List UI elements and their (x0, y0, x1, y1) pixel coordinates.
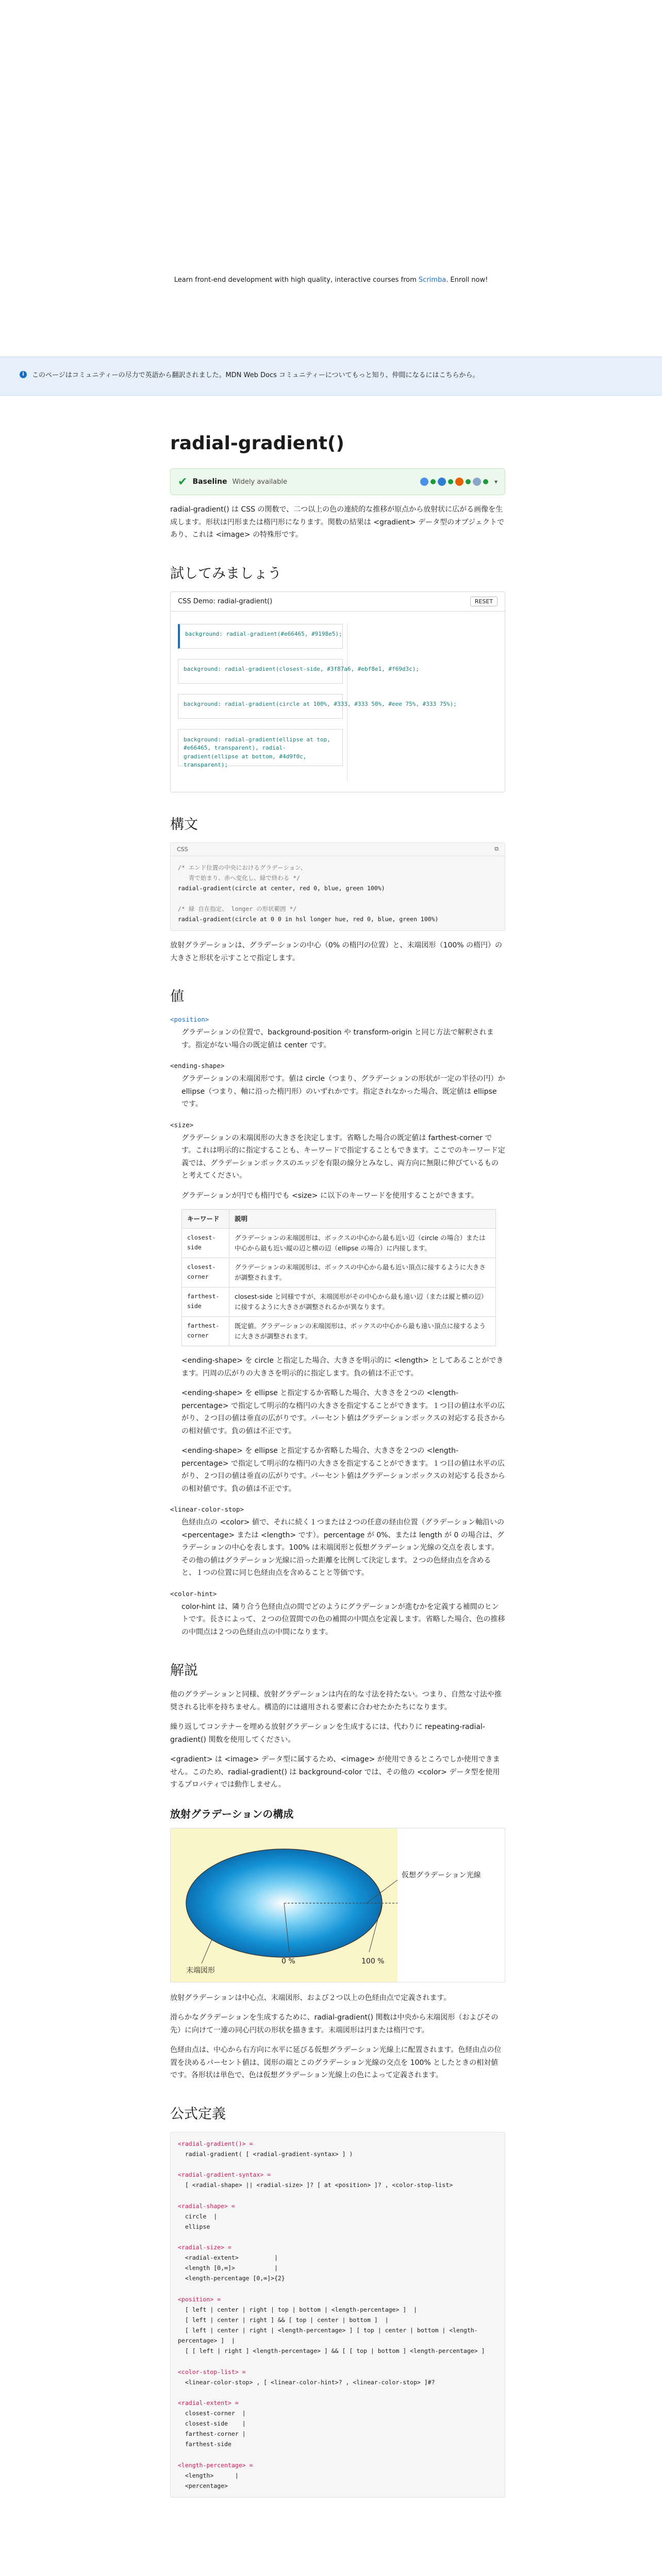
reset-button[interactable]: RESET (470, 597, 498, 606)
heading-syntax: 構文 (170, 816, 198, 833)
demo-choice[interactable]: background: radial-gradient(closest-side, #3f87a6, #ebf8e1, #f69d3c); (178, 659, 343, 684)
table-cell: closest-side (182, 1229, 229, 1258)
formal-syntax-line: closest-side | (178, 2420, 246, 2428)
description-paragraph: <gradient> は <image> データ型に属するため、<image> が使用できるところでしか使用できません。このため、radial-gradient() は background-color では、その他の <color> データ型を使用するプロパティでは動作しません。 (170, 1755, 500, 1789)
formal-syntax-line: <radial-size> = (178, 2244, 231, 2251)
formal-syntax-line: farthest-corner | (178, 2430, 246, 2438)
table-row (182, 1258, 496, 1287)
info-icon: i (20, 371, 27, 378)
code-line: radial-gradient(circle at 0 0 in hsl longer hue, red 0, blue, green 100%) (178, 916, 439, 923)
size-note: <ending-shape> を circle と指定した場合、大きさを明示的に <length> としてあることができます。円周の広がりの大きさを明示的に指定します。負の値は不正です。 (181, 1357, 504, 1378)
formal-syntax-line: <length-percentage [0,∞]>{2} (178, 2275, 285, 2282)
demo-choice[interactable]: background: radial-gradient(circle at 100%, #333, #333 50%, #eee 75%, #333 75%); (178, 694, 343, 719)
promo-link[interactable]: Scrimba (418, 276, 446, 284)
description-paragraph: 他のグラデーションと同様、放射グラデーションは内在的な寸法を持たない。つまり、自然な寸法や推奨される比率を持ちません。構造的には適用される要素に合わせたかたちになります。 (170, 1690, 502, 1711)
browser-icons (420, 478, 498, 486)
main-content (170, 433, 505, 2506)
heading-description: 解説 (170, 1663, 198, 1679)
table-row (182, 1287, 496, 1317)
baseline-subtitle: Widely available (232, 478, 287, 486)
chrome-check-icon (431, 479, 436, 484)
syntax-description: 放射グラデーションは、グラデーションの中心（0% の楕円の位置）と、末端図形（100% の楕円）の大きさと形状を示すことで指定します。 (170, 941, 503, 962)
chrome-icon (420, 478, 428, 486)
page-title: radial-gradient() (170, 433, 344, 454)
formal-syntax-line: <radial-extent> = (178, 2399, 239, 2406)
copy-icon[interactable]: ⧉ (494, 845, 499, 852)
code-line: radial-gradient(circle at center, red 0, blue, green 100%) (178, 884, 385, 892)
formal-syntax-line: <radial-shape> = (178, 2202, 235, 2210)
heading-try: 試してみましょう (170, 565, 282, 582)
formal-syntax-line: <color-stop-list> = (178, 2368, 246, 2376)
table-cell: 既定値。グラデーションの末端図形は、ボックスの中心から最も遠い頂点に接するように大きさが調整されます。 (229, 1317, 496, 1346)
formal-syntax-line: [ <radial-shape> || <radial-size> ]? [ at <position> ]? , <color-stop-list> (178, 2181, 453, 2189)
description-paragraph: 繰り返してコンテナーを埋める放射グラデーションを生成するには、代わりに repeating-radial-gradient() 関数を使用してください。 (170, 1723, 485, 1744)
code-comment: /* 緑 自在指定、 longer の形状範囲 */ (178, 905, 297, 912)
value-term-link[interactable]: <position> (170, 1015, 209, 1024)
promo-text: Learn front-end development with high quality, interactive courses from (174, 276, 417, 284)
table-cell: closest-corner (182, 1258, 229, 1287)
zero-label: 0 % (282, 1957, 295, 1965)
edge-check-icon (448, 479, 453, 484)
value-description: 色経由点の <color> 値で、それに続く１つまたは２つの任意の経由位置（グラデーション軸沿いの <percentage> または <length> です）。percentage が 0%、または length が 0 の場合は、グラデーションの中心を表します。100% は末端図形と仮想グラデーション光線の交点を表します。その他の値はグラデーション光線に沿った距離を比例して決定します。２つの色経由点を含めると、１つの位置に同じ色経由点を含めることと等価です。 (181, 1518, 504, 1578)
shape-label: 末端図形 (186, 1966, 215, 1975)
ray-label: 仮想グラデーション光線 (402, 1871, 481, 1879)
composition-paragraph: 放射グラデーションは中心点、末端図形、および２つ以上の色経由点で定義されます。 (170, 1993, 451, 2002)
value-term (170, 1015, 505, 1023)
value-description: color-hint は、隣り合う色経由点の間でどのようにグラデーションが進むかを定義する補間のヒントです。長さによって、２つの位置間での色の補間の中間点を定義します。省略した場合、色の推移の中間点は２つの色経由点の中間になります。 (181, 1602, 505, 1636)
demo-output (347, 624, 498, 781)
formal-syntax-line: <radial-extent> | (178, 2254, 278, 2262)
heading-formal: 公式定義 (170, 2106, 226, 2122)
intro-paragraph: radial-gradient() は CSS の関数で、二つ以上の色の連続的な推移が原点から放射状に広がる画像を生成します。形状は円形または楕円形になります。関数の結果は <gradient> データ型のオブジェクトであり、これは <image> の特殊形です。 (170, 505, 504, 539)
formal-syntax-line: <length> | (178, 2471, 239, 2479)
formal-syntax-line: [ left | center | right | top | bottom | <length-percentage> ] | (178, 2306, 417, 2313)
baseline-banner[interactable] (170, 468, 505, 495)
safari-check-icon (483, 479, 488, 484)
composition-paragraph: 滑らかなグラデーションを生成するために、radial-gradient() 関数は中央から末端図形（およびその先）に向けて一連の同心円状の形状を描きます。末端図形は円または楕円です。 (170, 2013, 499, 2035)
hundred-label: 100 % (361, 1957, 385, 1965)
code-language: CSS (177, 845, 188, 853)
notice-text: このページはコミュニティーの尽力で英語から翻訳されました。MDN Web Docs コミュニティーについてもっと知り、仲間になるにはこちらから。 (32, 371, 479, 379)
edge-icon (438, 478, 446, 486)
size-keyword-table (181, 1209, 496, 1346)
table-cell: グラデーションの末端図形は、ボックスの中心から最も近い頂点に接するように大きさが調整されます。 (229, 1258, 496, 1287)
formal-syntax-line: <linear-color-stop> , [ <linear-color-hint>? , <linear-color-stop> ]#? (178, 2378, 435, 2386)
formal-syntax-line: circle | (178, 2212, 218, 2220)
formal-syntax-block (170, 2132, 505, 2498)
syntax-code-block (170, 842, 505, 931)
table-row (182, 1229, 496, 1258)
translation-notice (0, 357, 662, 396)
firefox-icon (455, 478, 464, 486)
formal-syntax-line: [ left | center | right ] && [ top | center | bottom ] | (178, 2316, 389, 2324)
formal-syntax-code (171, 2132, 505, 2497)
formal-syntax-line: <position> = (178, 2295, 221, 2303)
promo-suffix: . Enroll now! (446, 276, 488, 284)
baseline-title: Baseline (192, 478, 227, 486)
formal-syntax-line: closest-corner | (178, 2410, 246, 2417)
code-comment: 青で始まり、赤へ変化し、緑で終わる */ (178, 874, 301, 882)
formal-syntax-line: <length-percentage> = (178, 2461, 253, 2469)
formal-syntax-line: <percentage> (178, 2482, 228, 2489)
formal-syntax-line: <radial-gradient()> = (178, 2140, 253, 2147)
chevron-down-icon[interactable]: ▾ (494, 478, 498, 485)
promo-banner (0, 272, 662, 289)
formal-syntax-line: <radial-gradient-syntax> = (178, 2171, 271, 2179)
heading-composition: 放射グラデーションの構成 (170, 1807, 294, 1820)
composition-paragraph: 色経由点は、中心から右方向に水平に延びる仮想グラデーション光線上に配置されます。色経由点の位置を決めるパーセント値は、図形の端とこのグラデーション光線の交点を 100% としたときの相対値です。各形状は単色で、色は仮想グラデーション光線上の色によって定義されます。 (170, 2046, 502, 2080)
value-description: グラデーションの位置で、background-position や transform-origin と同じ方法で解釈されます。指定がない場合の既定値は center です。 (181, 1028, 494, 1049)
table-row (182, 1317, 496, 1346)
check-icon: ✔ (178, 475, 188, 488)
formal-syntax-line: [ [ left | right ] <length-percentage> ] && [ [ top | bottom ] <length-percentage> ] (178, 2347, 485, 2355)
formal-syntax-line: radial-gradient( [ <radial-gradient-syntax> ] ) (178, 2150, 353, 2158)
value-term: <ending-shape> (170, 1062, 225, 1070)
demo-choice[interactable]: background: radial-gradient(#e66465, #9198e5); (178, 624, 343, 649)
table-cell: farthest-side (182, 1287, 229, 1317)
heading-values: 値 (170, 989, 184, 1005)
code-comment: /* エンド位置の中央におけるグラデーション、 (178, 863, 307, 871)
table-cell: closest-side と同様ですが、末端図形がその中心から最も遠い辺（または縦と横の辺）に接するように大きさが調整されるかが異なります。 (229, 1287, 496, 1317)
gradient-diagram-svg (171, 1828, 505, 1982)
formal-syntax-line: <length [0,∞]> | (178, 2264, 278, 2272)
value-term: <size> (170, 1121, 194, 1129)
formal-syntax-line: farthest-side (178, 2441, 231, 2448)
value-description: グラデーションの末端図形の大きさを決定します。省略した場合の既定値は farthest-corner です。これは明示的に指定することも、キーワードで指定することもできます。ここでのキーワード定義では、グラデーションボックスのエッジを有限の線分とみなし、両方向に無限に伸びているものと考えてください。 (181, 1133, 505, 1180)
value-term: <linear-color-stop> (170, 1505, 244, 1514)
demo-title: CSS Demo: radial-gradient() (178, 597, 273, 605)
gradient-diagram (170, 1828, 505, 1982)
size-note: <ending-shape> を ellipse と指定するか省略した場合、大きさを２つの <length-percentage> で指定して明示的な楕円の大きさを指定することができます。１つ目の値は水平の広がり、２つ目の値は垂直の広がりです。パーセント値はグラデーションボックスの対応する長さからの相対値です。負の値は不正です。 (181, 1447, 505, 1493)
demo-choice[interactable]: background: radial-gradient(ellipse at top, #e66465, transparent), radial-gradient(ellipse at bottom, #4d9f0c, transparent); (178, 729, 343, 766)
size-note: <ending-shape> を ellipse と指定するか省略した場合、大きさを２つの <length-percentage> で指定して明示的な楕円の大きさを指定することができます。１つ目の値は水平の広がり、２つ目の値は垂直の広がりです。パーセント値はグラデーションボックスの対応する長さからの相対値です。負の値は不正です。 (181, 1389, 505, 1435)
safari-icon (473, 478, 481, 486)
firefox-check-icon (466, 479, 471, 484)
value-description: グラデーションの末端図形です。値は circle（つまり、グラデーションの形状が一定の半径の円）か ellipse（つまり、軸に沿った楕円形）のいずれかです。指定されなかった場合、既定値は ellipse です。 (181, 1075, 505, 1109)
table-cell: グラデーションの末端図形は、ボックスの中心から最も近い辺（circle の場合）または中心から最も近い縦の辺と横の辺（ellipse の場合）に内接します。 (229, 1229, 496, 1258)
table-header: キーワード (182, 1210, 229, 1229)
table-header: 説明 (229, 1210, 496, 1229)
value-description: グラデーションが円でも楕円でも <size> に以下のキーワードを使用することができます。 (181, 1191, 478, 1200)
formal-syntax-line: ellipse (178, 2223, 210, 2230)
table-cell: farthest-corner (182, 1317, 229, 1346)
value-term: <color-hint> (170, 1589, 217, 1598)
formal-syntax-line: [ left | center | right | <length-percentage> ] [ top | center | bottom | <length-percentage> ] | (178, 2327, 478, 2345)
interactive-demo (170, 591, 505, 792)
